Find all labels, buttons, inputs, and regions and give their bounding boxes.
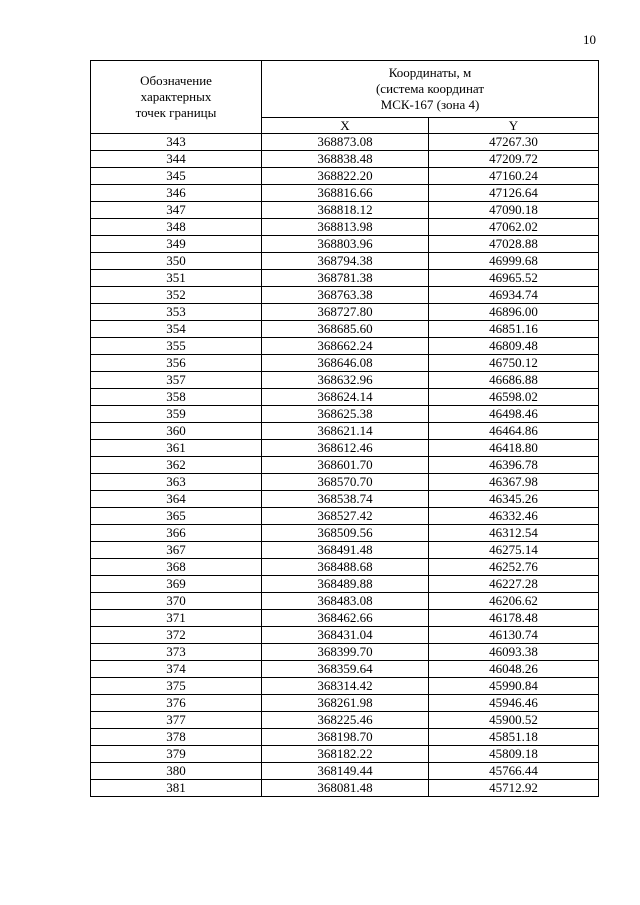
x-coordinate-cell: 368527.42 (262, 508, 429, 525)
x-coordinate-cell: 368314.42 (262, 678, 429, 695)
table-row (91, 151, 599, 168)
point-cell: 370 (91, 593, 262, 610)
point-cell: 353 (91, 304, 262, 321)
x-coordinate-cell: 368685.60 (262, 321, 429, 338)
table-row (91, 134, 599, 151)
y-coordinate-cell: 47028.88 (429, 236, 599, 253)
point-cell: 372 (91, 627, 262, 644)
x-coordinate-cell: 368646.08 (262, 355, 429, 372)
table-row (91, 661, 599, 678)
x-coordinate-cell: 368431.04 (262, 627, 429, 644)
y-coordinate-cell: 46464.86 (429, 423, 599, 440)
coordinates-table (90, 60, 599, 797)
point-cell: 350 (91, 253, 262, 270)
page-number: 10 (583, 32, 596, 47)
x-coordinate-cell: 368838.48 (262, 151, 429, 168)
point-cell: 362 (91, 457, 262, 474)
point-cell: 360 (91, 423, 262, 440)
point-cell: 376 (91, 695, 262, 712)
y-coordinate-cell: 46227.28 (429, 576, 599, 593)
table-row (91, 321, 599, 338)
table-body (91, 134, 599, 797)
table-row (91, 236, 599, 253)
x-coordinate-cell: 368570.70 (262, 474, 429, 491)
y-coordinate-cell: 46896.00 (429, 304, 599, 321)
table-row (91, 389, 599, 406)
table-row (91, 270, 599, 287)
y-coordinate-cell: 46851.16 (429, 321, 599, 338)
table-row (91, 406, 599, 423)
x-coordinate-cell: 368813.98 (262, 219, 429, 236)
table-row (91, 695, 599, 712)
point-cell: 345 (91, 168, 262, 185)
x-coordinate-cell: 368601.70 (262, 457, 429, 474)
y-coordinate-cell: 47090.18 (429, 202, 599, 219)
point-cell: 347 (91, 202, 262, 219)
table-row (91, 542, 599, 559)
y-coordinate-cell: 45712.92 (429, 780, 599, 797)
x-coordinate-cell: 368816.66 (262, 185, 429, 202)
points-header-label: Обозначение характерных точек границы (135, 73, 217, 120)
x-coordinate-cell: 368509.56 (262, 525, 429, 542)
point-cell: 366 (91, 525, 262, 542)
y-coordinate-cell: 46999.68 (429, 253, 599, 270)
table-row (91, 168, 599, 185)
table-row (91, 644, 599, 661)
table-row (91, 355, 599, 372)
table-row (91, 219, 599, 236)
y-coordinate-cell: 46252.76 (429, 559, 599, 576)
x-coordinate-cell: 368781.38 (262, 270, 429, 287)
x-coordinate-cell: 368198.70 (262, 729, 429, 746)
y-coordinate-cell: 47062.02 (429, 219, 599, 236)
point-cell: 349 (91, 236, 262, 253)
x-coordinate-cell: 368081.48 (262, 780, 429, 797)
table-row (91, 729, 599, 746)
y-coordinate-cell: 47160.24 (429, 168, 599, 185)
table-row (91, 763, 599, 780)
y-coordinate-cell: 46093.38 (429, 644, 599, 661)
table-row (91, 474, 599, 491)
y-coordinate-cell: 46275.14 (429, 542, 599, 559)
y-coordinate-cell: 46332.46 (429, 508, 599, 525)
point-cell: 367 (91, 542, 262, 559)
y-coordinate-cell: 46367.98 (429, 474, 599, 491)
table-row (91, 287, 599, 304)
table-row (91, 627, 599, 644)
x-coordinate-cell: 368632.96 (262, 372, 429, 389)
table-row (91, 457, 599, 474)
point-cell: 354 (91, 321, 262, 338)
y-coordinate-cell: 46750.12 (429, 355, 599, 372)
y-coordinate-cell: 46418.80 (429, 440, 599, 457)
y-column-header: Y (429, 118, 599, 134)
x-coordinate-cell: 368794.38 (262, 253, 429, 270)
y-coordinate-cell: 46130.74 (429, 627, 599, 644)
x-coordinate-cell: 368662.24 (262, 338, 429, 355)
point-cell: 361 (91, 440, 262, 457)
x-coordinate-cell: 368612.46 (262, 440, 429, 457)
point-cell: 377 (91, 712, 262, 729)
point-cell: 344 (91, 151, 262, 168)
table-row (91, 576, 599, 593)
y-coordinate-cell: 45900.52 (429, 712, 599, 729)
table-row (91, 423, 599, 440)
y-coordinate-cell: 45946.46 (429, 695, 599, 712)
y-coordinate-cell: 46345.26 (429, 491, 599, 508)
point-cell: 351 (91, 270, 262, 287)
y-coordinate-cell: 46498.46 (429, 406, 599, 423)
table-row (91, 253, 599, 270)
table-row (91, 610, 599, 627)
x-coordinate-cell: 368261.98 (262, 695, 429, 712)
table-row (91, 304, 599, 321)
point-cell: 365 (91, 508, 262, 525)
table-row (91, 525, 599, 542)
x-coordinate-cell: 368483.08 (262, 593, 429, 610)
point-cell: 352 (91, 287, 262, 304)
x-coordinate-cell: 368538.74 (262, 491, 429, 508)
point-cell: 359 (91, 406, 262, 423)
y-coordinate-cell: 46396.78 (429, 457, 599, 474)
x-coordinate-cell: 368763.38 (262, 287, 429, 304)
y-coordinate-cell: 46178.48 (429, 610, 599, 627)
x-coordinate-cell: 368818.12 (262, 202, 429, 219)
points-column-header (91, 61, 262, 134)
x-column-header: X (262, 118, 429, 134)
x-coordinate-cell: 368822.20 (262, 168, 429, 185)
x-coordinate-cell: 368624.14 (262, 389, 429, 406)
coordinates-header-label: Координаты, м (система координат МСК-167 (зона 4) (375, 65, 485, 112)
point-cell: 373 (91, 644, 262, 661)
x-coordinate-cell: 368399.70 (262, 644, 429, 661)
y-coordinate-cell: 46598.02 (429, 389, 599, 406)
x-coordinate-cell: 368621.14 (262, 423, 429, 440)
point-cell: 343 (91, 134, 262, 151)
point-cell: 348 (91, 219, 262, 236)
point-cell: 371 (91, 610, 262, 627)
x-coordinate-cell: 368149.44 (262, 763, 429, 780)
table-row (91, 185, 599, 202)
point-cell: 356 (91, 355, 262, 372)
table-row (91, 202, 599, 219)
point-cell: 379 (91, 746, 262, 763)
point-cell: 381 (91, 780, 262, 797)
point-cell: 380 (91, 763, 262, 780)
x-coordinate-cell: 368225.46 (262, 712, 429, 729)
x-coordinate-cell: 368625.38 (262, 406, 429, 423)
point-cell: 363 (91, 474, 262, 491)
y-coordinate-cell: 46965.52 (429, 270, 599, 287)
table-row (91, 508, 599, 525)
x-coordinate-cell: 368489.88 (262, 576, 429, 593)
point-cell: 346 (91, 185, 262, 202)
point-cell: 378 (91, 729, 262, 746)
coordinates-column-header (262, 61, 599, 118)
y-coordinate-cell: 46312.54 (429, 525, 599, 542)
x-coordinate-cell: 368727.80 (262, 304, 429, 321)
table-row (91, 372, 599, 389)
point-cell: 375 (91, 678, 262, 695)
table-row (91, 678, 599, 695)
y-coordinate-cell: 45990.84 (429, 678, 599, 695)
point-cell: 369 (91, 576, 262, 593)
table-row (91, 338, 599, 355)
x-coordinate-cell: 368873.08 (262, 134, 429, 151)
x-coordinate-cell: 368803.96 (262, 236, 429, 253)
y-coordinate-cell: 46686.88 (429, 372, 599, 389)
x-coordinate-cell: 368359.64 (262, 661, 429, 678)
x-coordinate-cell: 368182.22 (262, 746, 429, 763)
point-cell: 368 (91, 559, 262, 576)
table-row (91, 593, 599, 610)
point-cell: 374 (91, 661, 262, 678)
y-coordinate-cell: 47267.30 (429, 134, 599, 151)
table-row (91, 491, 599, 508)
x-coordinate-cell: 368462.66 (262, 610, 429, 627)
y-coordinate-cell: 45809.18 (429, 746, 599, 763)
y-coordinate-cell: 45851.18 (429, 729, 599, 746)
y-coordinate-cell: 46048.26 (429, 661, 599, 678)
table-row (91, 780, 599, 797)
y-coordinate-cell: 47209.72 (429, 151, 599, 168)
y-coordinate-cell: 47126.64 (429, 185, 599, 202)
table-row (91, 712, 599, 729)
y-coordinate-cell: 46934.74 (429, 287, 599, 304)
table-row (91, 440, 599, 457)
y-coordinate-cell: 46206.62 (429, 593, 599, 610)
point-cell: 358 (91, 389, 262, 406)
point-cell: 357 (91, 372, 262, 389)
point-cell: 355 (91, 338, 262, 355)
x-coordinate-cell: 368488.68 (262, 559, 429, 576)
x-coordinate-cell: 368491.48 (262, 542, 429, 559)
point-cell: 364 (91, 491, 262, 508)
table-row (91, 559, 599, 576)
y-coordinate-cell: 46809.48 (429, 338, 599, 355)
y-coordinate-cell: 45766.44 (429, 763, 599, 780)
table-row (91, 746, 599, 763)
